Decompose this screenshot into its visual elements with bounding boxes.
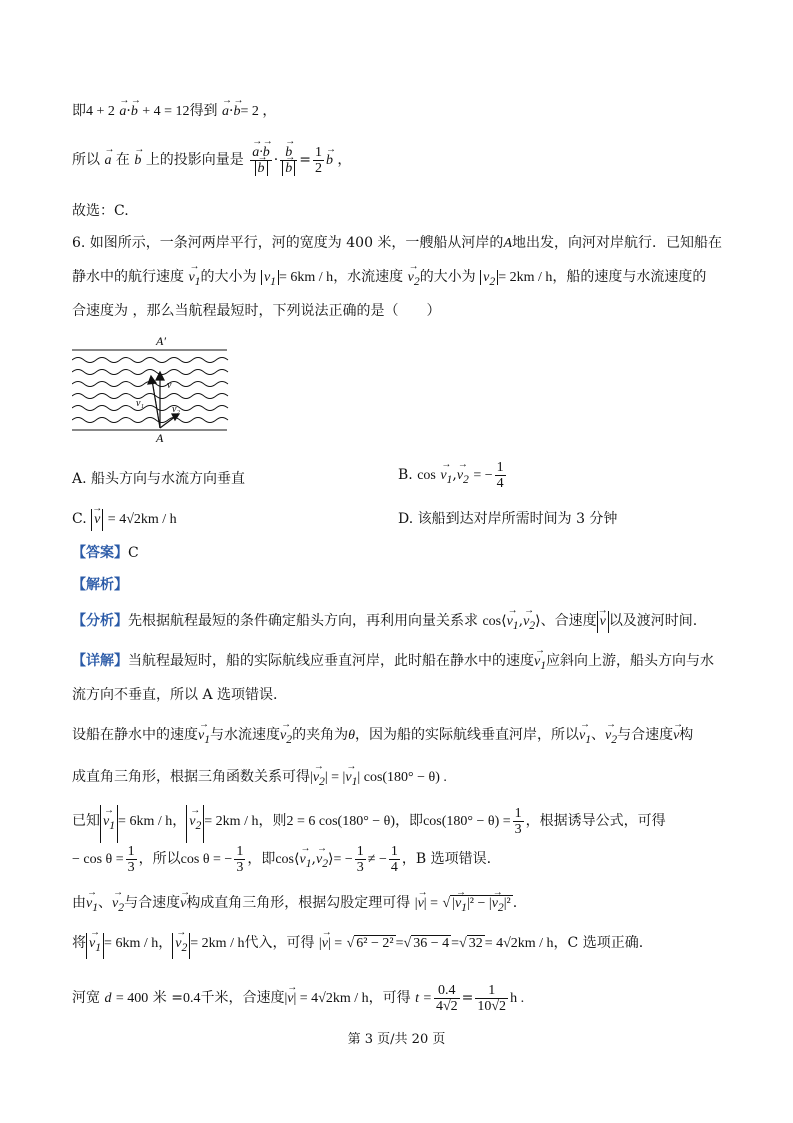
water-waves [72, 358, 228, 423]
label-v1: v₁ [136, 398, 144, 409]
velocity-arrows [148, 372, 179, 428]
answer-line: 【答案】C [72, 545, 139, 561]
question-intro: 6. 如图所示，一条河两岸平行，河的宽度为 400 米，一艘船从河岸的A地出发，向河对岸航行．已知船在 [72, 235, 722, 251]
detail-line-3: 设船在静水中的速度→ $v_1$与水流速度→ $v_2$的夹角为θ，因为船的实际航线垂直河岸，所以→ $v_1$、→ $v_2$与合速度→ v构 [72, 724, 733, 751]
fenxi-line: 【分析】先根据航程最短的条件确定船头方向，再利用向量关系求 cos⟨→ $v_1,\to$ $v_2⟩$、合速度→ v 以及渡河时间. [72, 610, 733, 637]
detail-line-2: 流方向不垂直，所以 A 选项错误. [72, 687, 278, 703]
label-v: v [167, 380, 172, 391]
detail-line-1: 【详解】当航程最短时，船的实际航线应垂直河岸，此时船在静水中的速度→ $v_1$应斜向上游，船头方向与水 [72, 650, 733, 677]
prev-answer: 故选：C. [72, 203, 129, 219]
prev-line-1: 即4 + 2 → a·→ b + 4 = 12得到 → a·→ b= 2 ， [72, 100, 733, 123]
detail-line-6: − cos θ = $\frac{1}{3}$ ，所以cos θ = − $\frac{1}{3}$ ，即cos⟨→ $v_1,\to$ $v_2⟩=$ − $\frac{1}{3}$ ≠ − $\frac{1}{4}$ ，B 选项错误. [72, 842, 733, 881]
detail-line-4: 成直角三角形，根据三角函数关系可得|→ $v_2|$ = |→ $v_1|$ cos(180° − θ) . [72, 766, 733, 793]
option-a: A. 船头方向与水流方向垂直 [72, 471, 246, 487]
analysis-heading: 【解析】 [72, 577, 128, 593]
prev-line-2: 所以 → a 在 → b 上的投影向量是 → a·→ b → b · → b → b = $\frac{1}{2}$ → b ， [72, 140, 733, 181]
label-a: A [156, 431, 164, 444]
page-footer: 第 3 页/共 20 页 [347, 1032, 446, 1047]
option-b: B. $\cos \to v_1,\to v_2$ = − $\frac{1}{4}$ [398, 458, 508, 497]
river-diagram [72, 332, 232, 444]
label-a-prime: A′ [156, 334, 166, 348]
detail-line-5: 已知→ $v_1 = 6km / h$，→ $v_2 = 2km / h$，则2 = 6 cos(180° − θ)，即cos(180° − θ) = $\frac{1}{3}$ ，根据诱导公式，可得 [72, 804, 733, 843]
detail-line-8: 将→ $v_1 = 6km / h$，→ $v_2 = 2km / h$代入，可得 |→ v| = √ 6² − 2² =√ 36 − 4 =√ 32 = 4√2km / h，C 选项正确. [72, 932, 733, 959]
label-v2: v₂ [172, 404, 180, 415]
detail-line-9: 河宽 d = 400 米 =0.4千米，合速度|→ v| = 4√2km / h，可得 t = $\frac{0.4}{4√2}$ = $\frac{1}{10√2}$ h . [72, 980, 733, 1017]
question-line-3: 合速度为 ，那么当航程最短时，下列说法正确的是（ ） [72, 303, 441, 319]
option-c: C. → v = 4√2km / h [72, 508, 733, 531]
detail-line-7: 由→ $v_1$、→ $v_2$与合速度→ v构成直角三角形，根据勾股定理可得 |→ v| = √ |→ $v_1|^2$ − |→ $v_2|^2$ . [72, 892, 733, 919]
question-line-2: 静水中的航行速度 → $v_1$的大小为 $v_1 = 6km / h$，水流速度 → $v_2$的大小为 $v_2 = 2km / h$，船的速度与水流速度的 [72, 266, 733, 293]
option-d: D. 该船到达对岸所需时间为 3 分钟 [398, 511, 618, 527]
